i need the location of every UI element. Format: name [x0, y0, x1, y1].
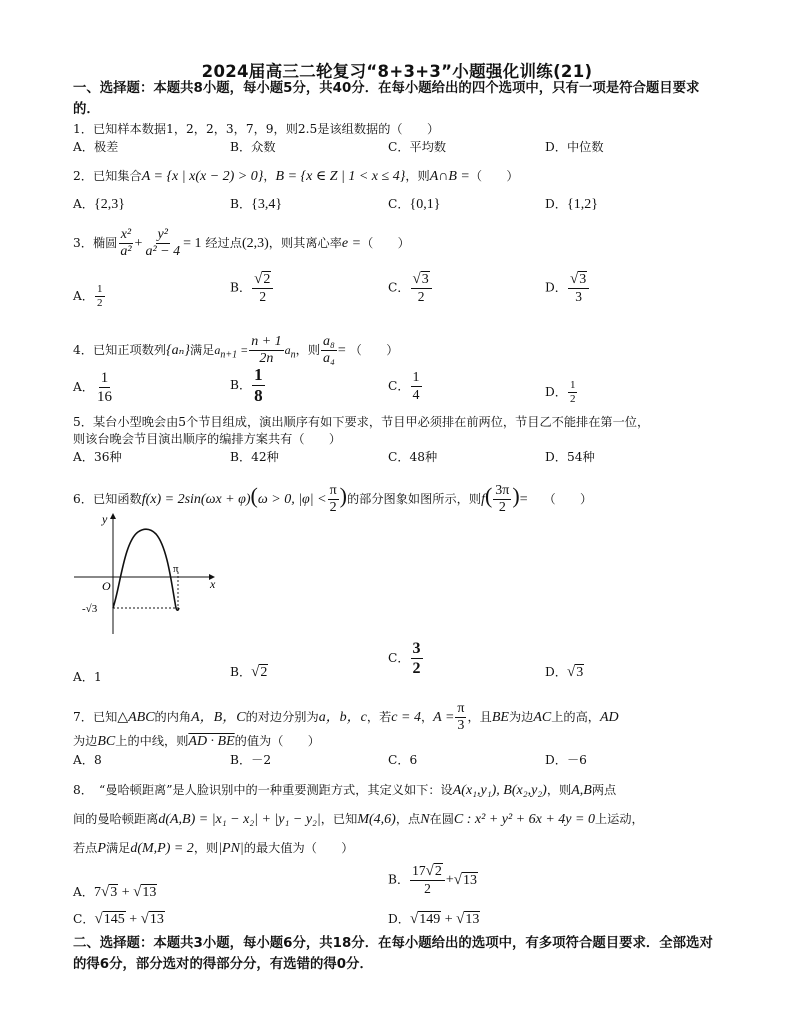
q2-option-b: B．{3,4} — [230, 197, 283, 212]
question-1: 1．已知样本数据1，2，2，3，7，9，则2.5是该组数据的（ ） — [73, 122, 440, 136]
question-7-line-1: 7．已知△ABC的内角A，B，C的对边分别为a，b，c，若c = 4，A = $\frac{\pi}{3}$ ，且BE为边AC上的高，AD — [73, 701, 619, 733]
question-8-line-2: 间的曼哈顿距离d(A,B) = |x₁ − x₂| + |y₁ − y₂|，已知M(4,6)，点N在圆C : x² + y² + 6x + 4y = 0上运动， — [73, 812, 644, 827]
question-3: 3．椭圆 $\frac{\text{x²}}{\text{a²}}$ + $\frac{\text{y²}}{\text{a² − 4}}$ = 1 经过点(2,3)，则其离心率e =（ ） — [73, 227, 410, 259]
q1-option-b: B．众数 — [230, 140, 276, 154]
function-graph — [72, 508, 222, 638]
page-title: 2024届高三二轮复习“8+3+3”小题强化训练(21) — [201, 62, 593, 81]
q8-option-c: C．√145 + √13 — [73, 911, 164, 927]
function-definition: f(x) = 2sin(ωx + φ) — [141, 492, 251, 507]
question-5-line-2: 则该台晚会节目演出顺序的编排方案共有（ ） — [73, 432, 342, 446]
q2-option-d: D．{1,2} — [545, 197, 598, 212]
x-axis-label: x — [210, 577, 216, 591]
q7-option-b: B．－2 — [230, 753, 272, 767]
vector-dot-product: AD · BE — [188, 734, 235, 749]
q8-option-b: B． $\frac{17√2}{2}$ +√13 — [388, 863, 478, 896]
question-5-line-1: 5．某台小型晚会由5个节目组成，演出顺序有如下要求，节目甲必须排在前两位，节目乙不能排在第一位， — [73, 415, 650, 429]
q1-option-d: D．中位数 — [545, 140, 604, 154]
q4-option-d: D． $\frac{1}{2}$ — [545, 379, 576, 405]
neg-sqrt3-label: -√3 — [82, 603, 98, 615]
question-8-line-1: 8． “曼哈顿距离”是人脸识别中的一种重要测距方式，其定义如下：设A(x₁,y₁), B(x₂,y₂)，则A,B两点 — [73, 783, 617, 798]
q5-option-c: C．48种 — [388, 450, 438, 464]
q7-option-a: A．8 — [73, 753, 102, 767]
q6-option-a: A．1 — [73, 670, 102, 684]
ellipse-term-x: $\frac{\text{x²}}{\text{a²}}$ — [120, 227, 132, 259]
question-7-line-2: 为边BC上的中线，则AD · BE的值为（ ） — [73, 734, 320, 749]
y-axis-label: y — [102, 512, 108, 526]
q6-option-c: C． $\frac{3}{2}$ — [388, 640, 421, 677]
question-8-line-3: 若点P满足d(M,P) = 2，则|PN|的最大值为（ ） — [73, 841, 354, 856]
question-6: 6．已知函数f(x) = 2sin(ωx + φ)(ω > 0, |φ| < $\frac{\pi}{2}$ )的部分图象如图所示，则f( $\frac{3\pi}{2}$ )= （ ） — [73, 483, 593, 515]
q6-option-b: B．√2 — [230, 664, 268, 680]
q5-option-d: D．54种 — [545, 450, 595, 464]
q4-option-a: A． $\frac{1}{16}$ — [73, 370, 112, 405]
origin-label: O — [102, 579, 111, 593]
q4-option-c: C． $\frac{1}{4}$ — [388, 370, 420, 403]
q2-option-a: A．{2,3} — [73, 197, 125, 212]
q6-option-d: D．√3 — [545, 664, 584, 680]
set-a: A = {x | x(x − 2) > 0} — [141, 169, 264, 184]
sine-curve — [113, 529, 179, 610]
set-b: B = {x ∈ Z | 1 < x ≤ 4} — [275, 169, 406, 184]
q5-option-a: A．36种 — [73, 450, 122, 464]
q3-option-d: D． $\frac{√3}{3}$ — [545, 272, 590, 304]
q1-option-a: A．极差 — [73, 140, 119, 154]
ellipse-term-y: $\frac{\text{y²}}{\text{a² − 4}}$ — [145, 227, 181, 259]
q7-option-c: C．6 — [388, 753, 418, 767]
q1-option-c: C．平均数 — [388, 140, 447, 154]
section-1-heading: 一、选择题：本题共8小题，每小题5分，共40分．在每小题给出的四个选项中，只有一项是符合题目要求的． — [73, 81, 700, 117]
section-2-heading: 二、选择题：本题共3小题，每小题6分，共18分．在每小题给出的选项中，有多项符合题目要求．全部选对的得6分，部分选对的得部分分，有选错的得0分． — [73, 936, 713, 972]
q8-option-d: D．√149 + √13 — [388, 911, 480, 927]
pi-label: π — [173, 563, 179, 575]
q2-option-c: C．{0,1} — [388, 197, 441, 212]
question-2: 2．已知集合A = {x | x(x − 2) > 0}，B = {x ∈ Z | 1 < x ≤ 4}，则A∩B =（ ） — [73, 169, 519, 184]
q7-option-d: D．－6 — [545, 753, 587, 767]
q8-option-a: A．7√3 + √13 — [73, 884, 157, 900]
question-4: 4．已知正项数列{aₙ}满足$a_{n+1}$ = $\frac{n + 1}{2n}$ $a_n$，则 $\frac{\text{a₈}}{\text{a₄}}$ = （ ） — [73, 334, 399, 366]
q3-option-b: B． $\frac{√2}{2}$ — [230, 272, 274, 304]
q3-option-c: C． $\frac{√3}{2}$ — [388, 272, 433, 304]
q4-option-b: B． $\frac{1}{8}$ — [230, 365, 263, 405]
q5-option-b: B．42种 — [230, 450, 279, 464]
q3-option-a: A． $\frac{1}{2}$ — [73, 283, 103, 309]
